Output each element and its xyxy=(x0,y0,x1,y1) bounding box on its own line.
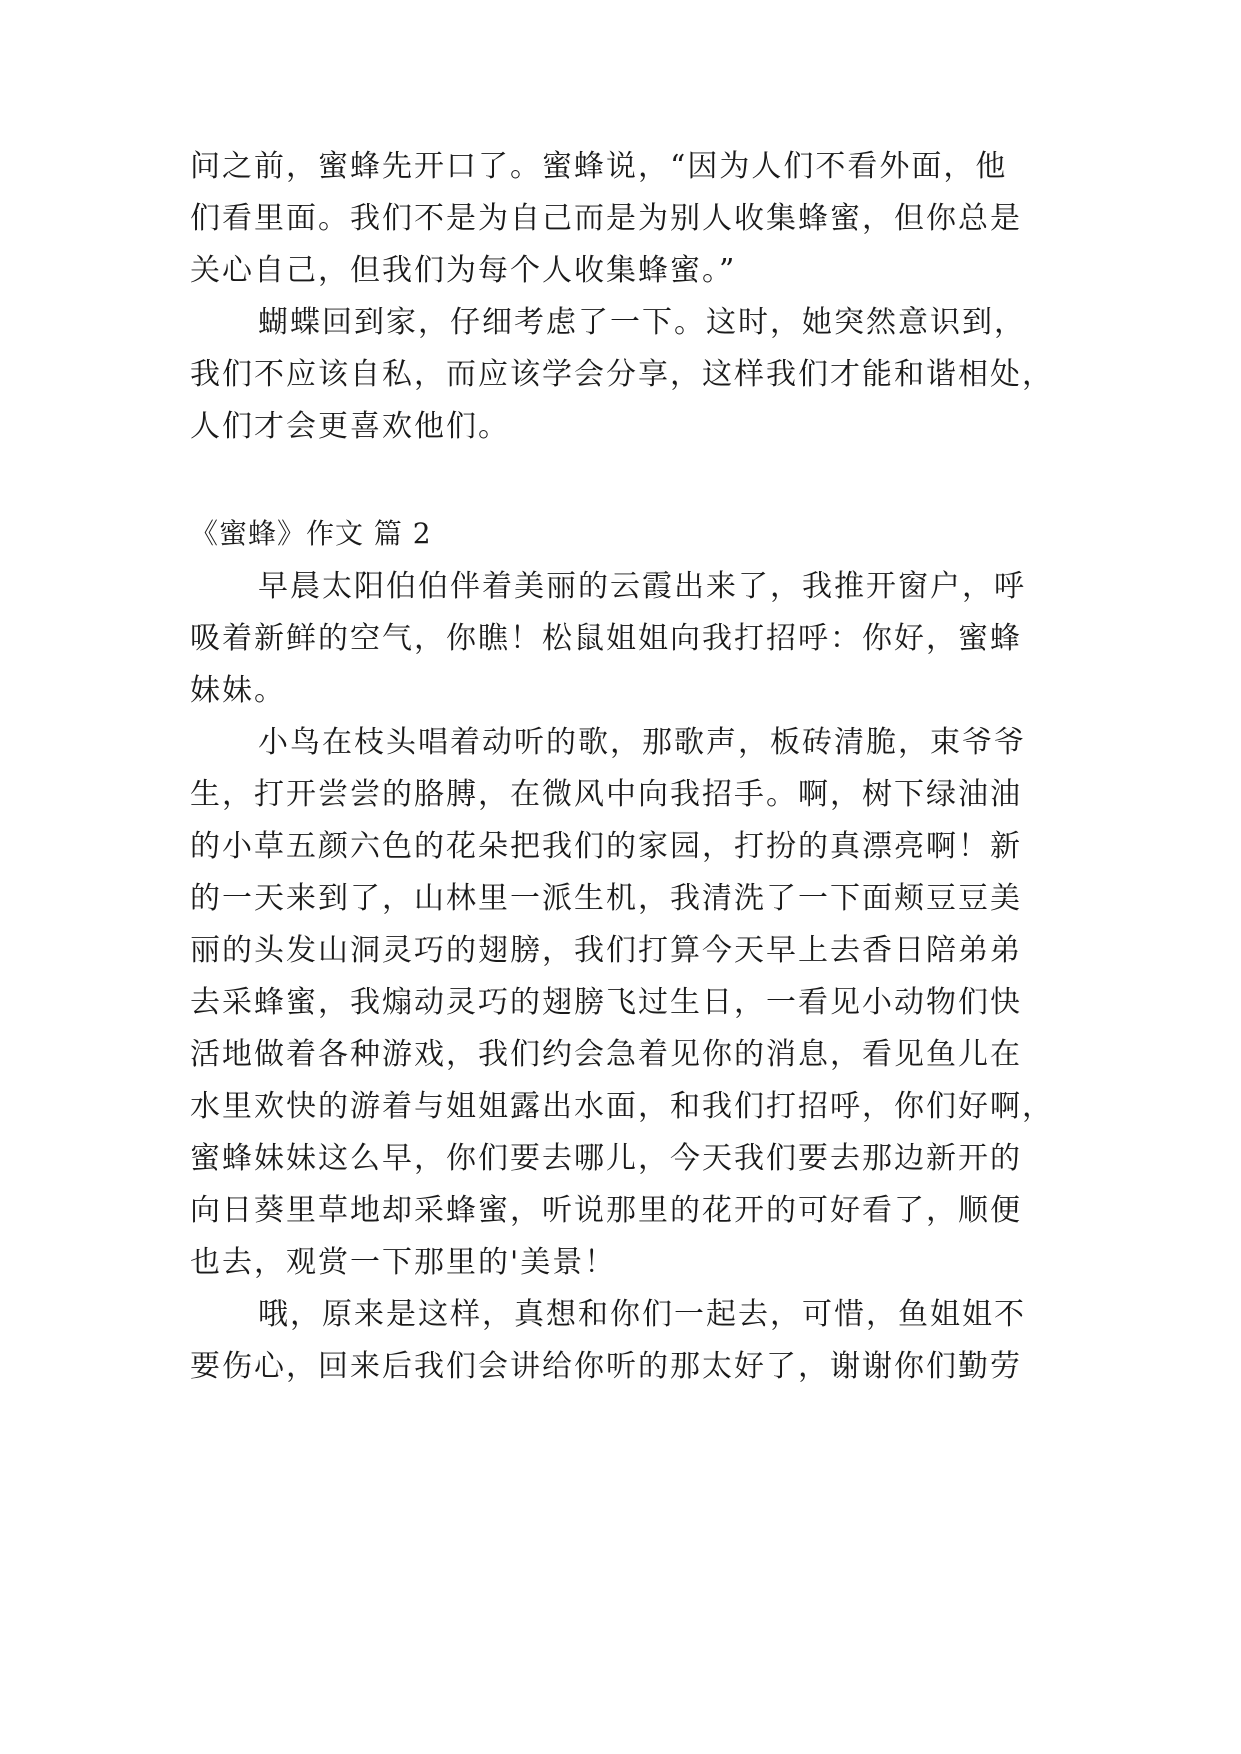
text-line: 活地做着各种游戏，我们约会急着见你的消息，看见鱼儿在 xyxy=(190,1037,1022,1072)
text-line: 生，打开尝尝的胳膊，在微风中向我招手。啊，树下绿油油 xyxy=(190,777,1022,812)
text-line: 我们不应该自私，而应该学会分享，这样我们才能和谐相处， xyxy=(190,357,1054,392)
text-line: 也去，观赏一下那里的'美景！ xyxy=(190,1245,617,1280)
section-heading: 《蜜蜂》作文 篇 2 xyxy=(190,517,432,550)
text-line: 水里欢快的游着与姐姐露出水面，和我们打招呼，你们好啊， xyxy=(190,1089,1054,1124)
text-line: 去采蜂蜜，我煽动灵巧的翅膀飞过生日，一看见小动物们快 xyxy=(190,985,1022,1020)
text-line: 丽的头发山洞灵巧的翅膀，我们打算今天早上去香日陪弟弟 xyxy=(190,933,1022,968)
text-line: 关心自己，但我们为每个人收集蜂蜜。” xyxy=(190,253,737,288)
text-line: 的一天来到了，山林里一派生机，我清洗了一下面颊豆豆美 xyxy=(190,881,1022,916)
text-line: 哦，原来是这样，真想和你们一起去，可惜，鱼姐姐不 xyxy=(258,1297,1026,1332)
text-line: 人们才会更喜欢他们。 xyxy=(190,409,510,444)
text-line: 蝴蝶回到家，仔细考虑了一下。这时，她突然意识到， xyxy=(258,305,1026,340)
text-line: 妹妹。 xyxy=(190,673,286,708)
text-line: 们看里面。我们不是为自己而是为别人收集蜂蜜，但你总是 xyxy=(190,201,1022,236)
text-line: 小鸟在枝头唱着动听的歌，那歌声，板砖清脆，束爷爷 xyxy=(258,725,1026,760)
text-line: 蜜蜂妹妹这么早，你们要去哪儿，今天我们要去那边新开的 xyxy=(190,1141,1022,1176)
text-line: 的小草五颜六色的花朵把我们的家园，打扮的真漂亮啊！新 xyxy=(190,829,1022,864)
text-line: 问之前，蜜蜂先开口了。蜜蜂说，“因为人们不看外面，他 xyxy=(190,149,1008,184)
text-line: 要伤心，回来后我们会讲给你听的那太好了，谢谢你们勤劳 xyxy=(190,1349,1022,1384)
text-line: 早晨太阳伯伯伴着美丽的云霞出来了，我推开窗户，呼 xyxy=(258,569,1026,604)
text-line: 吸着新鲜的空气，你瞧！松鼠姐姐向我打招呼：你好，蜜蜂 xyxy=(190,621,1022,656)
text-line: 向日葵里草地却采蜂蜜，听说那里的花开的可好看了，顺便 xyxy=(190,1193,1022,1228)
